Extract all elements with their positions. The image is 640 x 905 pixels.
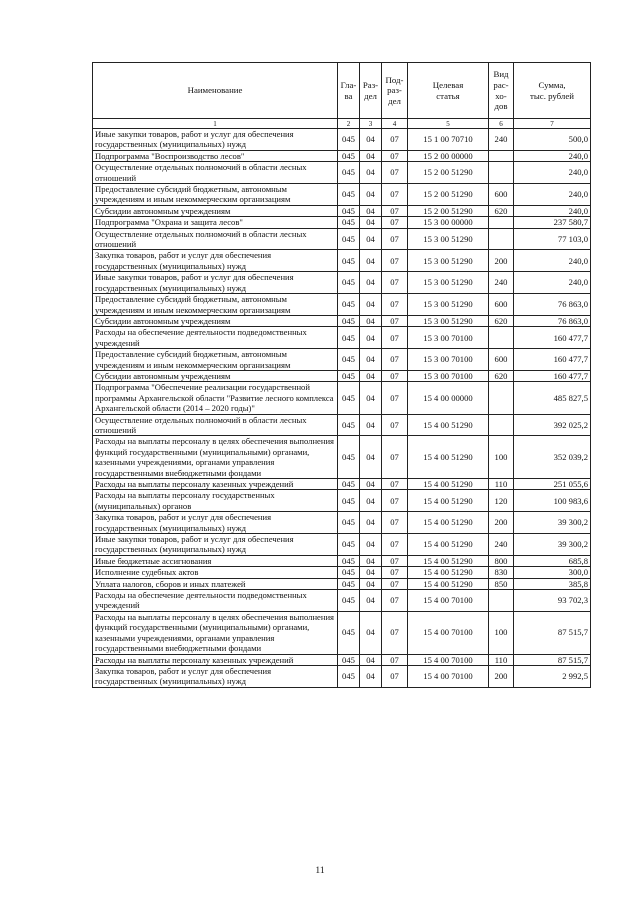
cell-podrazdel: 07 <box>382 654 408 665</box>
cell-vid: 240 <box>489 534 514 556</box>
cell-name: Расходы на выплаты персоналу казенных учреждений <box>93 654 338 665</box>
header-name: Наименование <box>93 63 338 119</box>
cell-vid: 110 <box>489 654 514 665</box>
table-row <box>93 327 591 349</box>
cell-razdel: 04 <box>360 555 382 566</box>
cell-glava: 045 <box>338 611 360 654</box>
cell-razdel: 04 <box>360 349 382 371</box>
cell-razdel: 04 <box>360 590 382 612</box>
cell-name: Осуществление отдельных полномочий в области лесных отношений <box>93 228 338 250</box>
column-number: 7 <box>514 119 591 129</box>
table-row <box>93 217 591 228</box>
cell-sum: 76 863,0 <box>514 315 591 326</box>
cell-sum: 2 992,5 <box>514 665 591 687</box>
cell-target: 15 4 00 51290 <box>408 534 489 556</box>
cell-glava: 045 <box>338 315 360 326</box>
cell-glava: 045 <box>338 555 360 566</box>
cell-sum: 240,0 <box>514 250 591 272</box>
cell-razdel: 04 <box>360 205 382 216</box>
cell-sum: 485 827,5 <box>514 382 591 414</box>
cell-podrazdel: 07 <box>382 578 408 589</box>
cell-glava: 045 <box>338 129 360 151</box>
cell-razdel: 04 <box>360 250 382 272</box>
table-row <box>93 436 591 479</box>
cell-target: 15 4 00 70100 <box>408 611 489 654</box>
cell-glava: 045 <box>338 184 360 206</box>
cell-glava: 045 <box>338 490 360 512</box>
cell-razdel: 04 <box>360 272 382 294</box>
cell-sum: 685,8 <box>514 555 591 566</box>
table-row <box>93 567 591 578</box>
cell-glava: 045 <box>338 349 360 371</box>
cell-podrazdel: 07 <box>382 217 408 228</box>
cell-vid <box>489 150 514 161</box>
cell-vid: 200 <box>489 665 514 687</box>
cell-target: 15 2 00 51290 <box>408 205 489 216</box>
cell-glava: 045 <box>338 327 360 349</box>
cell-name: Расходы на обеспечение деятельности подведомственных учреждений <box>93 327 338 349</box>
cell-sum: 77 103,0 <box>514 228 591 250</box>
cell-name: Подпрограмма "Обеспечение реализации государственной программы Архангельской области "Развитие лесного комплекса Архангельской области (2014 – 2020 годы)" <box>93 382 338 414</box>
cell-sum: 39 300,2 <box>514 512 591 534</box>
cell-target: 15 4 00 51290 <box>408 490 489 512</box>
cell-vid: 600 <box>489 294 514 316</box>
table-row <box>93 490 591 512</box>
cell-name: Исполнение судебных актов <box>93 567 338 578</box>
cell-vid: 100 <box>489 436 514 479</box>
header-target: Целевая статья <box>408 63 489 119</box>
table-row <box>93 349 591 371</box>
cell-sum: 352 039,2 <box>514 436 591 479</box>
cell-name: Предоставление субсидий бюджетным, автономным учреждениям и иным некоммерческим организациям <box>93 294 338 316</box>
column-number: 6 <box>489 119 514 129</box>
cell-sum: 160 477,7 <box>514 327 591 349</box>
cell-name: Субсидии автономным учреждениям <box>93 205 338 216</box>
cell-podrazdel: 07 <box>382 294 408 316</box>
cell-podrazdel: 07 <box>382 129 408 151</box>
cell-vid <box>489 228 514 250</box>
cell-name: Закупка товаров, работ и услуг для обеспечения государственных (муниципальных) нужд <box>93 512 338 534</box>
cell-vid <box>489 327 514 349</box>
cell-vid: 800 <box>489 555 514 566</box>
cell-podrazdel: 07 <box>382 327 408 349</box>
cell-vid: 620 <box>489 370 514 381</box>
cell-glava: 045 <box>338 205 360 216</box>
table-row <box>93 315 591 326</box>
cell-glava: 045 <box>338 512 360 534</box>
cell-name: Субсидии автономным учреждениям <box>93 315 338 326</box>
cell-target: 15 3 00 70100 <box>408 327 489 349</box>
table-row <box>93 654 591 665</box>
cell-razdel: 04 <box>360 228 382 250</box>
column-numbers-row <box>93 119 591 129</box>
cell-podrazdel: 07 <box>382 490 408 512</box>
cell-sum: 240,0 <box>514 272 591 294</box>
cell-podrazdel: 07 <box>382 512 408 534</box>
cell-glava: 045 <box>338 272 360 294</box>
cell-vid: 120 <box>489 490 514 512</box>
cell-name: Иные закупки товаров, работ и услуг для обеспечения государственных (муниципальных) нужд <box>93 272 338 294</box>
cell-razdel: 04 <box>360 370 382 381</box>
cell-sum: 500,0 <box>514 129 591 151</box>
cell-podrazdel: 07 <box>382 184 408 206</box>
cell-name: Подпрограмма "Воспроизводство лесов" <box>93 150 338 161</box>
cell-glava: 045 <box>338 567 360 578</box>
cell-name: Расходы на выплаты персоналу в целях обеспечения выполнения функций государственными (муниципальными) органами, казенными учреждениями, органами управления государственными внебюджетными фондами <box>93 436 338 479</box>
cell-glava: 045 <box>338 665 360 687</box>
cell-podrazdel: 07 <box>382 479 408 490</box>
cell-target: 15 4 00 00000 <box>408 382 489 414</box>
cell-podrazdel: 07 <box>382 228 408 250</box>
cell-sum: 240,0 <box>514 184 591 206</box>
cell-name: Субсидии автономным учреждениям <box>93 370 338 381</box>
cell-podrazdel: 07 <box>382 665 408 687</box>
cell-sum: 392 025,2 <box>514 414 591 436</box>
cell-name: Подпрограмма "Охрана и защита лесов" <box>93 217 338 228</box>
cell-sum: 160 477,7 <box>514 349 591 371</box>
table-row <box>93 611 591 654</box>
cell-sum: 87 515,7 <box>514 611 591 654</box>
cell-vid <box>489 414 514 436</box>
cell-razdel: 04 <box>360 479 382 490</box>
table-header-row <box>93 63 591 119</box>
cell-target: 15 2 00 51290 <box>408 162 489 184</box>
cell-glava: 045 <box>338 414 360 436</box>
table-row <box>93 555 591 566</box>
cell-glava: 045 <box>338 590 360 612</box>
cell-razdel: 04 <box>360 217 382 228</box>
cell-podrazdel: 07 <box>382 534 408 556</box>
cell-name: Иные закупки товаров, работ и услуг для обеспечения государственных (муниципальных) нужд <box>93 534 338 556</box>
cell-podrazdel: 07 <box>382 370 408 381</box>
cell-razdel: 04 <box>360 578 382 589</box>
cell-glava: 045 <box>338 217 360 228</box>
cell-razdel: 04 <box>360 150 382 161</box>
cell-podrazdel: 07 <box>382 150 408 161</box>
cell-name: Предоставление субсидий бюджетным, автономным учреждениям и иным некоммерческим организациям <box>93 184 338 206</box>
cell-glava: 045 <box>338 479 360 490</box>
cell-razdel: 04 <box>360 534 382 556</box>
column-number: 4 <box>382 119 408 129</box>
cell-vid <box>489 217 514 228</box>
cell-glava: 045 <box>338 370 360 381</box>
table-row <box>93 370 591 381</box>
column-number: 5 <box>408 119 489 129</box>
table-row <box>93 150 591 161</box>
cell-sum: 87 515,7 <box>514 654 591 665</box>
cell-name: Закупка товаров, работ и услуг для обеспечения государственных (муниципальных) нужд <box>93 665 338 687</box>
cell-glava: 045 <box>338 382 360 414</box>
cell-name: Расходы на выплаты персоналу в целях обеспечения выполнения функций государственными (муниципальными) органами, казенными учреждениями, органами управления государственными внебюджетными фондами <box>93 611 338 654</box>
header-vid: Вид рас- хо- дов <box>489 63 514 119</box>
cell-razdel: 04 <box>360 184 382 206</box>
cell-vid: 600 <box>489 184 514 206</box>
cell-target: 15 3 00 51290 <box>408 228 489 250</box>
table-row <box>93 272 591 294</box>
cell-sum: 251 055,6 <box>514 479 591 490</box>
cell-podrazdel: 07 <box>382 382 408 414</box>
cell-razdel: 04 <box>360 436 382 479</box>
cell-vid: 620 <box>489 205 514 216</box>
table-row <box>93 129 591 151</box>
table-body <box>93 129 591 688</box>
cell-sum: 100 983,6 <box>514 490 591 512</box>
cell-podrazdel: 07 <box>382 436 408 479</box>
cell-razdel: 04 <box>360 162 382 184</box>
cell-sum: 76 863,0 <box>514 294 591 316</box>
cell-podrazdel: 07 <box>382 315 408 326</box>
cell-razdel: 04 <box>360 490 382 512</box>
cell-glava: 045 <box>338 228 360 250</box>
cell-razdel: 04 <box>360 512 382 534</box>
cell-podrazdel: 07 <box>382 250 408 272</box>
cell-razdel: 04 <box>360 567 382 578</box>
cell-target: 15 3 00 51290 <box>408 272 489 294</box>
cell-target: 15 4 00 51290 <box>408 567 489 578</box>
table-row <box>93 250 591 272</box>
cell-name: Расходы на выплаты персоналу государственных (муниципальных) органов <box>93 490 338 512</box>
cell-glava: 045 <box>338 654 360 665</box>
cell-vid: 600 <box>489 349 514 371</box>
header-razdel: Раз- дел <box>360 63 382 119</box>
table-row <box>93 534 591 556</box>
table-row <box>93 578 591 589</box>
cell-target: 15 4 00 51290 <box>408 414 489 436</box>
cell-vid <box>489 162 514 184</box>
cell-vid: 240 <box>489 129 514 151</box>
cell-target: 15 3 00 00000 <box>408 217 489 228</box>
cell-name: Уплата налогов, сборов и иных платежей <box>93 578 338 589</box>
table-row <box>93 665 591 687</box>
cell-glava: 045 <box>338 150 360 161</box>
cell-sum: 240,0 <box>514 205 591 216</box>
table-row <box>93 162 591 184</box>
cell-target: 15 4 00 51290 <box>408 578 489 589</box>
cell-sum: 240,0 <box>514 162 591 184</box>
cell-target: 15 4 00 70100 <box>408 590 489 612</box>
table-row <box>93 512 591 534</box>
cell-razdel: 04 <box>360 665 382 687</box>
cell-target: 15 4 00 51290 <box>408 479 489 490</box>
cell-razdel: 04 <box>360 327 382 349</box>
cell-razdel: 04 <box>360 294 382 316</box>
table-row <box>93 184 591 206</box>
cell-target: 15 3 00 70100 <box>408 349 489 371</box>
cell-vid <box>489 382 514 414</box>
cell-vid: 110 <box>489 479 514 490</box>
cell-target: 15 3 00 51290 <box>408 250 489 272</box>
header-podrazdel: Под- раз- дел <box>382 63 408 119</box>
cell-podrazdel: 07 <box>382 272 408 294</box>
column-number: 2 <box>338 119 360 129</box>
cell-razdel: 04 <box>360 414 382 436</box>
cell-vid: 200 <box>489 512 514 534</box>
cell-podrazdel: 07 <box>382 162 408 184</box>
cell-glava: 045 <box>338 578 360 589</box>
cell-target: 15 2 00 00000 <box>408 150 489 161</box>
cell-razdel: 04 <box>360 129 382 151</box>
cell-name: Расходы на выплаты персоналу казенных учреждений <box>93 479 338 490</box>
cell-sum: 237 580,7 <box>514 217 591 228</box>
cell-vid: 240 <box>489 272 514 294</box>
cell-podrazdel: 07 <box>382 567 408 578</box>
cell-sum: 160 477,7 <box>514 370 591 381</box>
cell-sum: 93 702,3 <box>514 590 591 612</box>
cell-razdel: 04 <box>360 382 382 414</box>
cell-glava: 045 <box>338 250 360 272</box>
cell-target: 15 3 00 51290 <box>408 294 489 316</box>
cell-target: 15 2 00 51290 <box>408 184 489 206</box>
table-row <box>93 479 591 490</box>
table-row <box>93 590 591 612</box>
cell-glava: 045 <box>338 162 360 184</box>
cell-target: 15 3 00 51290 <box>408 315 489 326</box>
cell-target: 15 4 00 51290 <box>408 555 489 566</box>
cell-name: Иные бюджетные ассигнования <box>93 555 338 566</box>
table-row <box>93 414 591 436</box>
cell-vid: 850 <box>489 578 514 589</box>
cell-podrazdel: 07 <box>382 414 408 436</box>
cell-glava: 045 <box>338 294 360 316</box>
cell-razdel: 04 <box>360 315 382 326</box>
cell-name: Расходы на обеспечение деятельности подведомственных учреждений <box>93 590 338 612</box>
header-sum: Сумма, тыс. рублей <box>514 63 591 119</box>
table-row <box>93 205 591 216</box>
column-number: 1 <box>93 119 338 129</box>
cell-vid: 830 <box>489 567 514 578</box>
cell-target: 15 4 00 51290 <box>408 436 489 479</box>
cell-glava: 045 <box>338 436 360 479</box>
cell-vid <box>489 590 514 612</box>
cell-name: Осуществление отдельных полномочий в области лесных отношений <box>93 414 338 436</box>
table-row <box>93 294 591 316</box>
cell-name: Осуществление отдельных полномочий в области лесных отношений <box>93 162 338 184</box>
cell-podrazdel: 07 <box>382 349 408 371</box>
cell-razdel: 04 <box>360 611 382 654</box>
cell-target: 15 4 00 70100 <box>408 654 489 665</box>
cell-podrazdel: 07 <box>382 611 408 654</box>
page-number: 11 <box>315 866 325 876</box>
budget-table <box>92 62 591 688</box>
cell-podrazdel: 07 <box>382 205 408 216</box>
cell-target: 15 4 00 70100 <box>408 665 489 687</box>
cell-glava: 045 <box>338 534 360 556</box>
cell-sum: 240,0 <box>514 150 591 161</box>
cell-razdel: 04 <box>360 654 382 665</box>
cell-target: 15 4 00 51290 <box>408 512 489 534</box>
cell-name: Иные закупки товаров, работ и услуг для обеспечения государственных (муниципальных) нужд <box>93 129 338 151</box>
cell-sum: 300,0 <box>514 567 591 578</box>
cell-vid: 200 <box>489 250 514 272</box>
cell-target: 15 1 00 70710 <box>408 129 489 151</box>
cell-name: Закупка товаров, работ и услуг для обеспечения государственных (муниципальных) нужд <box>93 250 338 272</box>
table-row <box>93 382 591 414</box>
cell-name: Предоставление субсидий бюджетным, автономным учреждениям и иным некоммерческим организациям <box>93 349 338 371</box>
cell-podrazdel: 07 <box>382 590 408 612</box>
header-glava: Гла- ва <box>338 63 360 119</box>
cell-podrazdel: 07 <box>382 555 408 566</box>
column-number: 3 <box>360 119 382 129</box>
cell-vid: 100 <box>489 611 514 654</box>
table-row <box>93 228 591 250</box>
cell-sum: 39 300,2 <box>514 534 591 556</box>
cell-target: 15 3 00 70100 <box>408 370 489 381</box>
cell-sum: 385,8 <box>514 578 591 589</box>
cell-vid: 620 <box>489 315 514 326</box>
